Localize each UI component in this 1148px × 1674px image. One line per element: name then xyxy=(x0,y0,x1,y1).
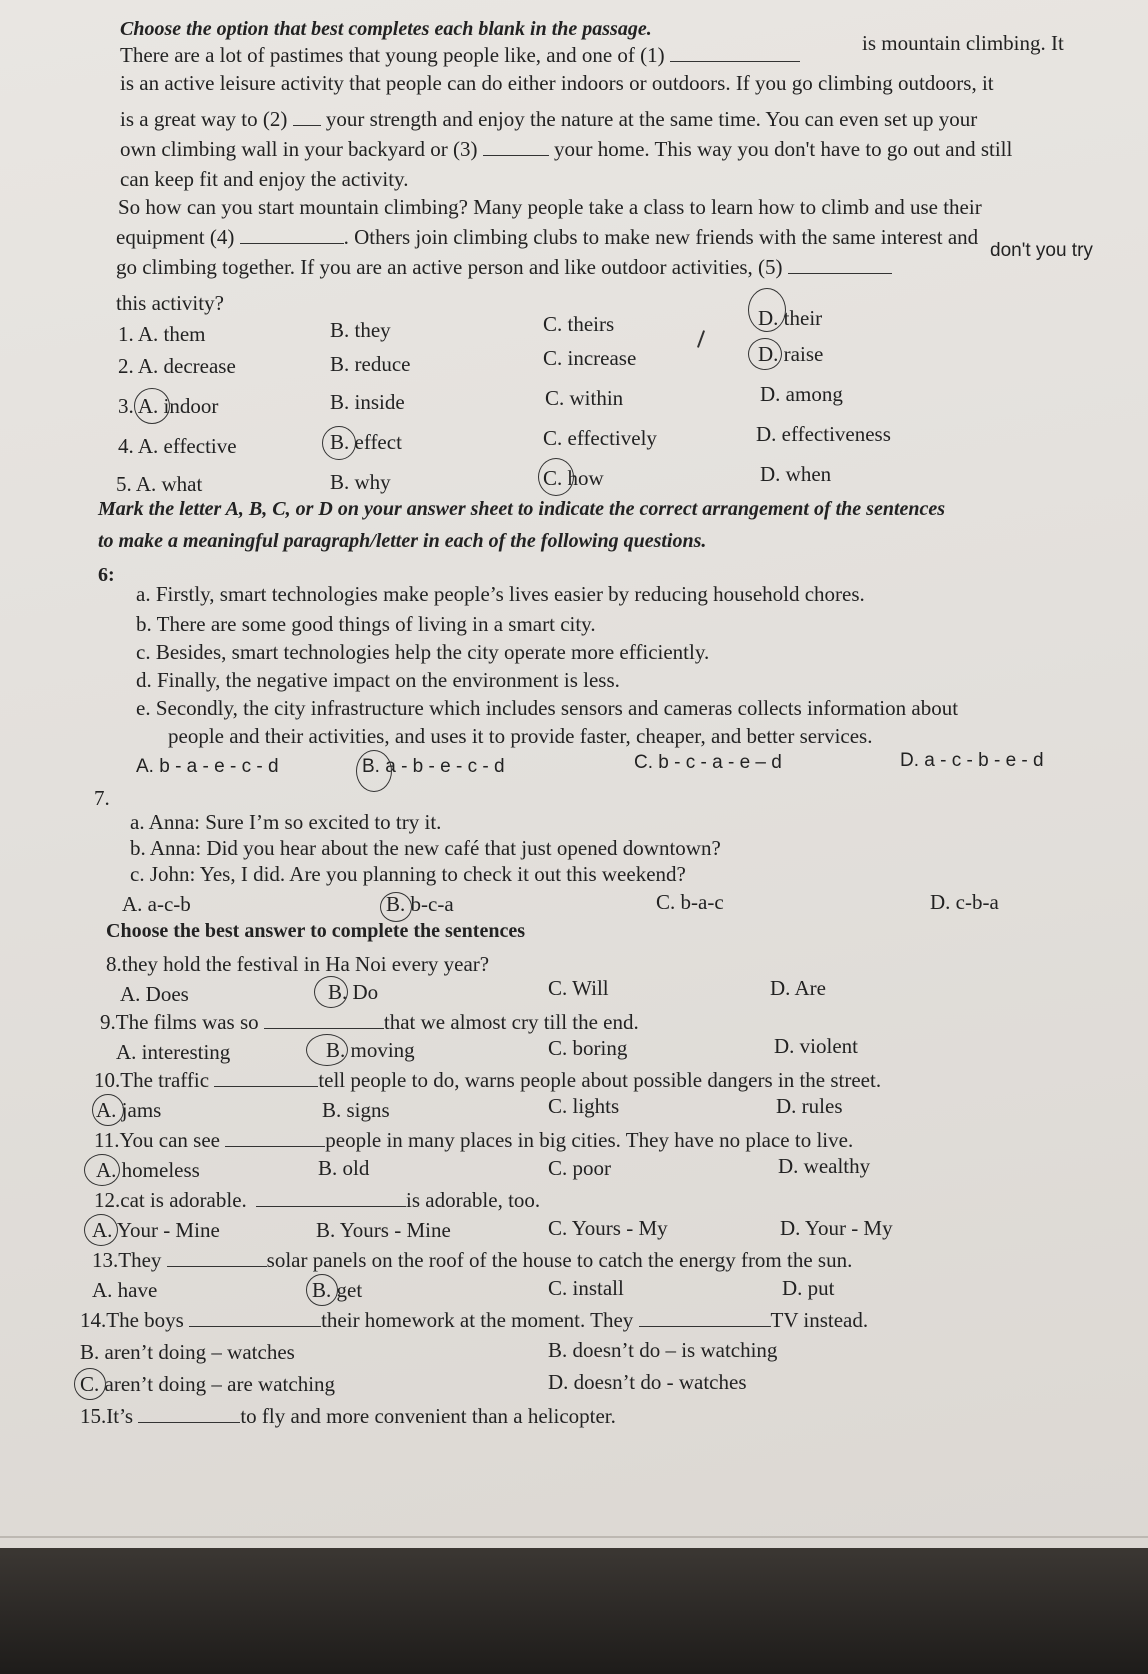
q3-option-b[interactable]: B. inside xyxy=(330,390,405,414)
q15-stem: 15.It’s to fly and more convenient than a helicopter. xyxy=(80,1404,616,1428)
q14-stem: 14.The boys their homework at the moment. They TV instead. xyxy=(80,1308,869,1332)
q9-option-a[interactable]: A. interesting xyxy=(116,1040,231,1064)
passage-text: is mountain climbing. It xyxy=(862,31,1064,55)
passage-text: own climbing wall in your backyard or (3) xyxy=(120,137,478,161)
answer-circle-q12 xyxy=(84,1214,118,1246)
blank-4 xyxy=(240,243,344,244)
passage-line-2: is an active leisure activity that people can do either indoors or outdoors. If you go climbing outdoors, it xyxy=(120,71,994,95)
q11-option-a[interactable]: A. homeless xyxy=(96,1158,200,1182)
q9-stem: 9.The films was so that we almost cry till the end. xyxy=(100,1010,639,1034)
q14-option-c[interactable]: C. aren’t doing – are watching xyxy=(80,1372,336,1396)
q6-option-d[interactable]: D. a - c - b - e - d xyxy=(900,750,1044,771)
blank-q14-1 xyxy=(189,1326,321,1327)
q7-item-b: b. Anna: Did you hear about the new café that just opened downtown? xyxy=(130,836,721,860)
answer-circle-q1 xyxy=(748,288,786,332)
section2-instruction-line2: to make a meaningful paragraph/letter in each of the following questions. xyxy=(98,530,707,552)
q7-option-b[interactable]: B. b-c-a xyxy=(386,892,454,916)
passage-line-9: this activity? xyxy=(116,291,224,315)
q5-number-option-a[interactable]: 5. A. what xyxy=(116,472,203,496)
q2-number-option-a[interactable]: 2. A. decrease xyxy=(118,354,236,378)
answer-circle-q8 xyxy=(314,976,348,1008)
passage-line-6: So how can you start mountain climbing? Many people take a class to learn how to climb and use their xyxy=(118,195,982,219)
q13-option-c[interactable]: C. install xyxy=(548,1276,624,1300)
passage-line-7 xyxy=(116,222,978,252)
q10-stem: 10.The traffic tell people to do, warns people about possible dangers in the street. xyxy=(94,1068,882,1092)
blank-q12 xyxy=(256,1206,406,1207)
q10-option-a[interactable]: A. jams xyxy=(96,1098,162,1122)
passage-text: your home. This way you don't have to go out and still xyxy=(554,137,1013,161)
blank-3 xyxy=(483,155,549,156)
q12-option-d[interactable]: D. Your - My xyxy=(780,1216,893,1240)
blank-5 xyxy=(788,273,892,274)
q12-option-b[interactable]: B. Yours - Mine xyxy=(316,1218,451,1242)
answer-circle-q13 xyxy=(306,1274,338,1306)
q10-option-b[interactable]: B. signs xyxy=(322,1098,390,1122)
section1-instruction: Choose the option that best completes each blank in the passage. xyxy=(120,18,652,40)
passage-text: go climbing together. If you are an active person and like outdoor activities, (5) xyxy=(116,255,783,279)
blank-1 xyxy=(670,61,800,62)
blank-q15 xyxy=(138,1422,240,1423)
blank-q11 xyxy=(225,1146,325,1147)
q7-option-d[interactable]: D. c-b-a xyxy=(930,890,999,914)
q3-number-option-a[interactable]: 3. A. indoor xyxy=(118,394,219,418)
blank-q14-2 xyxy=(639,1326,771,1327)
blank-q13 xyxy=(167,1266,267,1267)
answer-circle-q3 xyxy=(134,388,170,424)
q6-option-a[interactable]: A. b - a - e - c - d xyxy=(136,756,279,777)
q3-option-d[interactable]: D. among xyxy=(760,382,843,406)
q6-item-e-cont: people and their activities, and uses it to provide faster, cheaper, and better services. xyxy=(168,724,873,748)
q4-option-d[interactable]: D. effectiveness xyxy=(756,422,891,446)
q12-stem: 12.cat is adorable. is adorable, too. xyxy=(94,1188,541,1212)
answer-circle-q10 xyxy=(92,1094,124,1126)
q1-option-d[interactable]: D. their xyxy=(758,306,823,330)
q7-option-a[interactable]: A. a-c-b xyxy=(122,892,191,916)
passage-line-3 xyxy=(120,104,977,134)
answer-circle-q9 xyxy=(306,1034,348,1066)
q10-option-d[interactable]: D. rules xyxy=(776,1094,843,1118)
q8-option-b[interactable]: B. Do xyxy=(328,980,379,1004)
passage-line-5: can keep fit and enjoy the activity. xyxy=(120,167,409,191)
q14-option-d[interactable]: D. doesn’t do - watches xyxy=(548,1370,747,1394)
q2-option-d[interactable]: D. raise xyxy=(758,342,824,366)
q14-option-a[interactable]: B. aren’t doing – watches xyxy=(80,1340,295,1364)
q1-option-b[interactable]: B. they xyxy=(330,318,391,342)
q7-option-c[interactable]: C. b-a-c xyxy=(656,890,724,914)
q5-option-c[interactable]: C. how xyxy=(543,466,604,490)
answer-circle-q4 xyxy=(322,426,356,460)
q13-option-b[interactable]: B. get xyxy=(312,1278,363,1302)
q6-item-b: b. There are some good things of living in a smart city. xyxy=(136,612,596,636)
answer-circle-q5 xyxy=(538,458,574,496)
answer-circle-q6 xyxy=(356,750,392,792)
q6-item-a: a. Firstly, smart technologies make people’s lives easier by reducing household chores. xyxy=(136,582,865,606)
passage-text: . Others join climbing clubs to make new friends with the same interest and xyxy=(343,225,979,249)
answer-circle-q2 xyxy=(748,338,782,370)
q4-number-option-a[interactable]: 4. A. effective xyxy=(118,434,237,458)
answer-circle-q7 xyxy=(380,892,412,922)
q13-option-d[interactable]: D. put xyxy=(782,1276,835,1300)
q12-option-a[interactable]: A. Your - Mine xyxy=(92,1218,220,1242)
q12-option-c[interactable]: C. Yours - My xyxy=(548,1216,668,1240)
blank-q10 xyxy=(214,1086,318,1087)
q6-item-d: d. Finally, the negative impact on the environment is less. xyxy=(136,668,620,692)
blank-q9 xyxy=(264,1028,384,1029)
passage-text: don't you try xyxy=(990,240,1093,261)
section3-instruction: Choose the best answer to complete the sentences xyxy=(106,920,526,942)
section2-instruction-line1: Mark the letter A, B, C, or D on your answer sheet to indicate the correct arrangement of the sentences xyxy=(98,498,946,520)
q11-stem: 11.You can see people in many places in big cities. They have no place to live. xyxy=(94,1128,854,1152)
q11-option-d[interactable]: D. wealthy xyxy=(778,1154,871,1178)
q5-option-b[interactable]: B. why xyxy=(330,470,391,494)
q7-number: 7. xyxy=(94,786,110,810)
q13-stem: 13.They solar panels on the roof of the house to catch the energy from the sun. xyxy=(92,1248,853,1272)
q8-option-d[interactable]: D. Are xyxy=(770,976,826,1000)
q14-option-b[interactable]: B. doesn’t do – is watching xyxy=(548,1338,778,1362)
q6-option-c[interactable]: C. b - c - a - e – d xyxy=(634,752,782,773)
q3-option-c[interactable]: C. within xyxy=(545,386,624,410)
passage-line-8 xyxy=(116,252,892,282)
q9-option-c[interactable]: C. boring xyxy=(548,1036,628,1060)
q1-number-option-a[interactable]: 1. A. them xyxy=(118,322,206,346)
answer-circle-q11 xyxy=(84,1154,120,1186)
q9-option-b[interactable]: B. moving xyxy=(326,1038,415,1062)
passage-text: your strength and enjoy the nature at the same time. You can even set up your xyxy=(325,107,978,131)
q11-option-b[interactable]: B. old xyxy=(318,1156,370,1180)
passage-text: is a great way to (2) xyxy=(120,107,288,131)
q8-stem: 8.they hold the festival in Ha Noi every year? xyxy=(106,952,490,976)
passage-line-1 xyxy=(120,40,800,70)
q9-option-d[interactable]: D. violent xyxy=(774,1034,858,1058)
q6-item-e: e. Secondly, the city infrastructure which includes sensors and cameras collects information about xyxy=(136,696,959,720)
q4-option-b[interactable]: B. effect xyxy=(330,430,402,454)
passage-text: equipment (4) xyxy=(116,225,235,249)
q6-option-b[interactable]: B. a - b - e - c - d xyxy=(362,756,505,777)
pen-stroke xyxy=(697,330,705,348)
q7-item-c: c. John: Yes, I did. Are you planning to check it out this weekend? xyxy=(130,862,686,886)
q13-option-a[interactable]: A. have xyxy=(92,1278,158,1302)
q11-option-c[interactable]: C. poor xyxy=(548,1156,611,1180)
q5-option-d[interactable]: D. when xyxy=(760,462,832,486)
answer-circle-q14 xyxy=(74,1368,106,1400)
q6-number: 6: xyxy=(98,564,115,586)
q7-item-a: a. Anna: Sure I’m so excited to try it. xyxy=(130,810,442,834)
blank-2 xyxy=(293,125,321,126)
q10-option-c[interactable]: C. lights xyxy=(548,1094,620,1118)
page-edge xyxy=(0,1536,1148,1538)
q2-option-c[interactable]: C. increase xyxy=(543,346,637,370)
q4-option-c[interactable]: C. effectively xyxy=(543,426,657,450)
q6-item-c: c. Besides, smart technologies help the city operate more efficiently. xyxy=(136,640,710,664)
q8-option-a[interactable]: A. Does xyxy=(120,982,189,1006)
passage-line-4 xyxy=(120,134,1012,164)
passage-text: There are a lot of pastimes that young people like, and one of (1) xyxy=(120,43,665,67)
q2-option-b[interactable]: B. reduce xyxy=(330,352,411,376)
q1-option-c[interactable]: C. theirs xyxy=(543,312,615,336)
q8-option-c[interactable]: C. Will xyxy=(548,976,609,1000)
background-surface xyxy=(0,1548,1148,1674)
